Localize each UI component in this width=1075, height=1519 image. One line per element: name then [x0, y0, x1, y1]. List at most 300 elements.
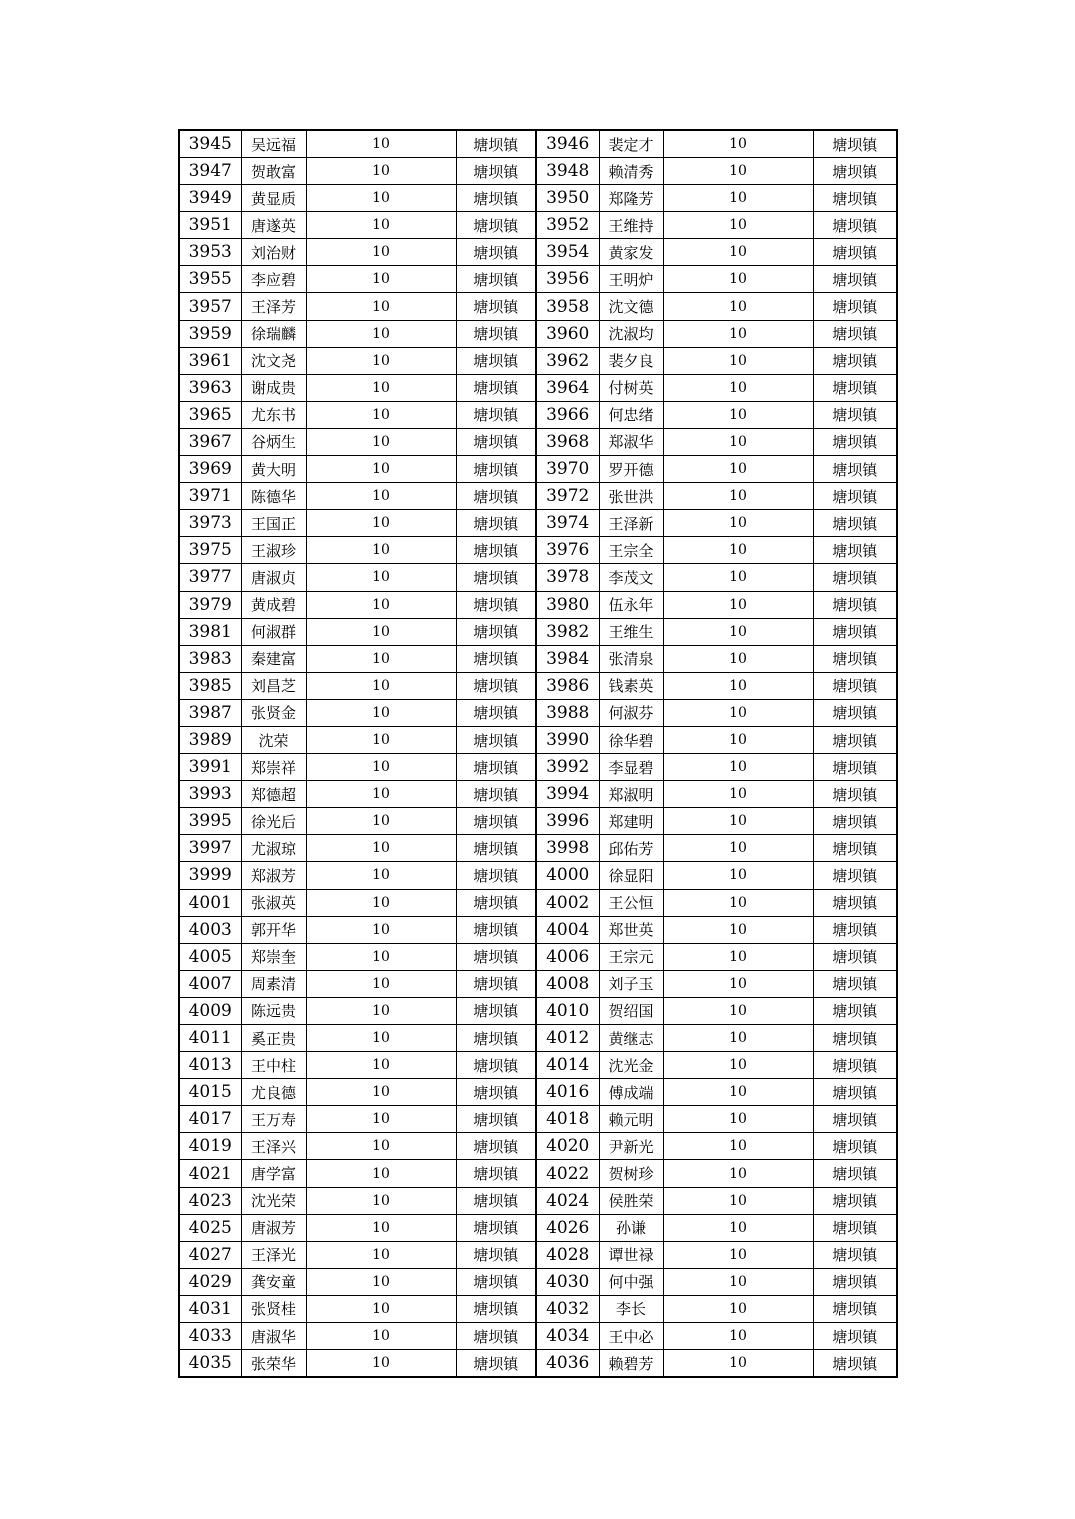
town-cell: 塘坝镇	[813, 1133, 897, 1160]
amount-cell: 10	[306, 1241, 456, 1268]
town-cell: 塘坝镇	[813, 1079, 897, 1106]
record-number-cell: 3951	[179, 212, 241, 239]
amount-cell: 10	[663, 672, 813, 699]
amount-cell: 10	[663, 754, 813, 781]
town-cell: 塘坝镇	[456, 564, 536, 591]
name-cell: 谢成贵	[241, 374, 306, 401]
amount-cell: 10	[306, 239, 456, 266]
record-number-cell: 4027	[179, 1241, 241, 1268]
amount-cell: 10	[306, 1106, 456, 1133]
name-cell: 王泽兴	[241, 1133, 306, 1160]
amount-cell: 10	[306, 130, 456, 158]
record-number-cell: 4003	[179, 916, 241, 943]
town-cell: 塘坝镇	[456, 537, 536, 564]
town-cell: 塘坝镇	[813, 1187, 897, 1214]
name-cell: 钱素英	[599, 672, 663, 699]
table-row	[179, 618, 897, 645]
name-cell: 奚正贵	[241, 1025, 306, 1052]
table-row	[179, 1079, 897, 1106]
name-cell: 张淑英	[241, 889, 306, 916]
town-cell: 塘坝镇	[456, 672, 536, 699]
record-number-cell: 4007	[179, 970, 241, 997]
town-cell: 塘坝镇	[456, 1295, 536, 1322]
table-row	[179, 212, 897, 239]
name-cell: 郑德超	[241, 781, 306, 808]
name-cell: 何淑群	[241, 618, 306, 645]
town-cell: 塘坝镇	[456, 754, 536, 781]
record-number-cell: 3959	[179, 320, 241, 347]
town-cell: 塘坝镇	[813, 862, 897, 889]
amount-cell: 10	[306, 916, 456, 943]
amount-cell: 10	[663, 1106, 813, 1133]
town-cell: 塘坝镇	[813, 1295, 897, 1322]
record-number-cell: 3953	[179, 239, 241, 266]
record-number-cell: 3990	[536, 726, 599, 753]
town-cell: 塘坝镇	[456, 1241, 536, 1268]
amount-cell: 10	[306, 1052, 456, 1079]
table-row	[179, 889, 897, 916]
amount-cell: 10	[663, 483, 813, 510]
record-number-cell: 3983	[179, 645, 241, 672]
record-number-cell: 3967	[179, 428, 241, 455]
town-cell: 塘坝镇	[813, 320, 897, 347]
town-cell: 塘坝镇	[813, 1160, 897, 1187]
record-number-cell: 4015	[179, 1079, 241, 1106]
amount-cell: 10	[663, 699, 813, 726]
record-number-cell: 3991	[179, 754, 241, 781]
town-cell: 塘坝镇	[456, 130, 536, 158]
amount-cell: 10	[663, 1025, 813, 1052]
record-number-cell: 4022	[536, 1160, 599, 1187]
record-number-cell: 3973	[179, 510, 241, 537]
record-number-cell: 3956	[536, 266, 599, 293]
name-cell: 傅成端	[599, 1079, 663, 1106]
town-cell: 塘坝镇	[456, 645, 536, 672]
name-cell: 裴定才	[599, 130, 663, 158]
amount-cell: 10	[306, 564, 456, 591]
name-cell: 张贤金	[241, 699, 306, 726]
name-cell: 徐显阳	[599, 862, 663, 889]
record-number-cell: 3978	[536, 564, 599, 591]
amount-cell: 10	[306, 1350, 456, 1378]
record-number-cell: 3945	[179, 130, 241, 158]
table-row	[179, 320, 897, 347]
town-cell: 塘坝镇	[813, 185, 897, 212]
amount-cell: 10	[306, 1214, 456, 1241]
record-number-cell: 4031	[179, 1295, 241, 1322]
name-cell: 王中必	[599, 1323, 663, 1350]
record-number-cell: 3955	[179, 266, 241, 293]
amount-cell: 10	[663, 347, 813, 374]
name-cell: 郑崇祥	[241, 754, 306, 781]
town-cell: 塘坝镇	[456, 1133, 536, 1160]
town-cell: 塘坝镇	[813, 916, 897, 943]
record-number-cell: 4025	[179, 1214, 241, 1241]
name-cell: 尤东书	[241, 401, 306, 428]
record-number-cell: 3994	[536, 781, 599, 808]
record-number-cell: 4033	[179, 1323, 241, 1350]
record-number-cell: 4013	[179, 1052, 241, 1079]
name-cell: 唐淑华	[241, 1323, 306, 1350]
record-number-cell: 4005	[179, 943, 241, 970]
amount-cell: 10	[306, 1295, 456, 1322]
name-cell: 张世洪	[599, 483, 663, 510]
table-row	[179, 726, 897, 753]
amount-cell: 10	[306, 754, 456, 781]
town-cell: 塘坝镇	[813, 428, 897, 455]
town-cell: 塘坝镇	[456, 808, 536, 835]
name-cell: 徐光后	[241, 808, 306, 835]
name-cell: 赖清秀	[599, 158, 663, 185]
town-cell: 塘坝镇	[456, 401, 536, 428]
record-number-cell: 3998	[536, 835, 599, 862]
table-row	[179, 401, 897, 428]
record-number-cell: 3960	[536, 320, 599, 347]
amount-cell: 10	[306, 645, 456, 672]
name-cell: 王宗元	[599, 943, 663, 970]
record-number-cell: 3957	[179, 293, 241, 320]
name-cell: 伍永年	[599, 591, 663, 618]
name-cell: 郑淑明	[599, 781, 663, 808]
name-cell: 黄家发	[599, 239, 663, 266]
town-cell: 塘坝镇	[456, 374, 536, 401]
amount-cell: 10	[306, 997, 456, 1024]
town-cell: 塘坝镇	[456, 835, 536, 862]
town-cell: 塘坝镇	[456, 212, 536, 239]
record-number-cell: 4016	[536, 1079, 599, 1106]
record-number-cell: 4014	[536, 1052, 599, 1079]
name-cell: 邱佑芳	[599, 835, 663, 862]
town-cell: 塘坝镇	[456, 456, 536, 483]
amount-cell: 10	[663, 835, 813, 862]
name-cell: 郑淑芳	[241, 862, 306, 889]
amount-cell: 10	[306, 699, 456, 726]
name-cell: 王维生	[599, 618, 663, 645]
table-row	[179, 428, 897, 455]
name-cell: 付树英	[599, 374, 663, 401]
amount-cell: 10	[306, 1160, 456, 1187]
town-cell: 塘坝镇	[456, 1187, 536, 1214]
amount-cell: 10	[663, 889, 813, 916]
record-number-cell: 4010	[536, 997, 599, 1024]
amount-cell: 10	[306, 970, 456, 997]
amount-cell: 10	[306, 510, 456, 537]
town-cell: 塘坝镇	[456, 1268, 536, 1295]
town-cell: 塘坝镇	[456, 158, 536, 185]
name-cell: 黄显质	[241, 185, 306, 212]
amount-cell: 10	[306, 428, 456, 455]
record-number-cell: 4012	[536, 1025, 599, 1052]
name-cell: 徐华碧	[599, 726, 663, 753]
town-cell: 塘坝镇	[456, 428, 536, 455]
record-number-cell: 3975	[179, 537, 241, 564]
table-row	[179, 456, 897, 483]
name-cell: 李长	[599, 1295, 663, 1322]
town-cell: 塘坝镇	[813, 1214, 897, 1241]
town-cell: 塘坝镇	[813, 754, 897, 781]
table-row	[179, 1106, 897, 1133]
town-cell: 塘坝镇	[813, 970, 897, 997]
record-number-cell: 3992	[536, 754, 599, 781]
amount-cell: 10	[306, 537, 456, 564]
record-number-cell: 3981	[179, 618, 241, 645]
town-cell: 塘坝镇	[456, 781, 536, 808]
name-cell: 吴远福	[241, 130, 306, 158]
name-cell: 沈荣	[241, 726, 306, 753]
record-number-cell: 4019	[179, 1133, 241, 1160]
name-cell: 赖元明	[599, 1106, 663, 1133]
town-cell: 塘坝镇	[456, 699, 536, 726]
amount-cell: 10	[663, 510, 813, 537]
record-number-cell: 3972	[536, 483, 599, 510]
name-cell: 王国正	[241, 510, 306, 537]
town-cell: 塘坝镇	[456, 1160, 536, 1187]
table-row	[179, 1160, 897, 1187]
name-cell: 秦建富	[241, 645, 306, 672]
record-number-cell: 4021	[179, 1160, 241, 1187]
amount-cell: 10	[663, 401, 813, 428]
record-number-cell: 4004	[536, 916, 599, 943]
town-cell: 塘坝镇	[456, 1025, 536, 1052]
table-row	[179, 1350, 897, 1378]
name-cell: 李茂文	[599, 564, 663, 591]
amount-cell: 10	[306, 943, 456, 970]
record-number-cell: 4017	[179, 1106, 241, 1133]
town-cell: 塘坝镇	[813, 347, 897, 374]
amount-cell: 10	[663, 970, 813, 997]
record-number-cell: 3947	[179, 158, 241, 185]
name-cell: 裴夕良	[599, 347, 663, 374]
town-cell: 塘坝镇	[456, 1350, 536, 1378]
town-cell: 塘坝镇	[456, 916, 536, 943]
name-cell: 刘子玉	[599, 970, 663, 997]
record-number-cell: 3995	[179, 808, 241, 835]
amount-cell: 10	[663, 1133, 813, 1160]
town-cell: 塘坝镇	[813, 374, 897, 401]
record-number-cell: 4035	[179, 1350, 241, 1378]
town-cell: 塘坝镇	[456, 347, 536, 374]
record-number-cell: 4000	[536, 862, 599, 889]
amount-cell: 10	[663, 1079, 813, 1106]
amount-cell: 10	[663, 781, 813, 808]
name-cell: 侯胜荣	[599, 1187, 663, 1214]
record-number-cell: 3952	[536, 212, 599, 239]
town-cell: 塘坝镇	[813, 1350, 897, 1378]
name-cell: 徐瑞麟	[241, 320, 306, 347]
table-row	[179, 564, 897, 591]
record-number-cell: 3985	[179, 672, 241, 699]
name-cell: 王泽光	[241, 1241, 306, 1268]
amount-cell: 10	[306, 1079, 456, 1106]
record-number-cell: 4002	[536, 889, 599, 916]
town-cell: 塘坝镇	[813, 645, 897, 672]
name-cell: 李显碧	[599, 754, 663, 781]
record-number-cell: 3948	[536, 158, 599, 185]
amount-cell: 10	[306, 1323, 456, 1350]
table-row	[179, 645, 897, 672]
table-row	[179, 510, 897, 537]
record-number-cell: 3996	[536, 808, 599, 835]
record-number-cell: 3974	[536, 510, 599, 537]
record-number-cell: 4018	[536, 1106, 599, 1133]
amount-cell: 10	[306, 347, 456, 374]
town-cell: 塘坝镇	[813, 1106, 897, 1133]
roster-table	[178, 129, 898, 1378]
town-cell: 塘坝镇	[456, 618, 536, 645]
town-cell: 塘坝镇	[813, 699, 897, 726]
record-number-cell: 4030	[536, 1268, 599, 1295]
record-number-cell: 3962	[536, 347, 599, 374]
name-cell: 黄大明	[241, 456, 306, 483]
amount-cell: 10	[306, 266, 456, 293]
amount-cell: 10	[663, 1323, 813, 1350]
town-cell: 塘坝镇	[813, 1268, 897, 1295]
table-row	[179, 1295, 897, 1322]
name-cell: 谷炳生	[241, 428, 306, 455]
record-number-cell: 3993	[179, 781, 241, 808]
record-number-cell: 3950	[536, 185, 599, 212]
name-cell: 贺绍国	[599, 997, 663, 1024]
table-row	[179, 374, 897, 401]
town-cell: 塘坝镇	[456, 726, 536, 753]
name-cell: 郑崇奎	[241, 943, 306, 970]
amount-cell: 10	[663, 1052, 813, 1079]
name-cell: 唐遂英	[241, 212, 306, 239]
record-number-cell: 3963	[179, 374, 241, 401]
table-row	[179, 916, 897, 943]
name-cell: 张荣华	[241, 1350, 306, 1378]
record-number-cell: 3986	[536, 672, 599, 699]
record-number-cell: 3965	[179, 401, 241, 428]
name-cell: 张清泉	[599, 645, 663, 672]
table-row	[179, 1241, 897, 1268]
table-row	[179, 293, 897, 320]
town-cell: 塘坝镇	[813, 401, 897, 428]
amount-cell: 10	[306, 374, 456, 401]
table-row	[179, 672, 897, 699]
town-cell: 塘坝镇	[456, 1079, 536, 1106]
amount-cell: 10	[663, 862, 813, 889]
amount-cell: 10	[306, 618, 456, 645]
amount-cell: 10	[663, 1350, 813, 1378]
record-number-cell: 3982	[536, 618, 599, 645]
amount-cell: 10	[663, 808, 813, 835]
town-cell: 塘坝镇	[456, 266, 536, 293]
town-cell: 塘坝镇	[813, 158, 897, 185]
town-cell: 塘坝镇	[456, 862, 536, 889]
table-row	[179, 1268, 897, 1295]
town-cell: 塘坝镇	[813, 1241, 897, 1268]
amount-cell: 10	[306, 781, 456, 808]
amount-cell: 10	[663, 916, 813, 943]
amount-cell: 10	[663, 428, 813, 455]
table-row	[179, 970, 897, 997]
table-body	[179, 130, 897, 1377]
amount-cell: 10	[663, 1187, 813, 1214]
town-cell: 塘坝镇	[813, 293, 897, 320]
amount-cell: 10	[663, 185, 813, 212]
amount-cell: 10	[306, 1025, 456, 1052]
town-cell: 塘坝镇	[813, 510, 897, 537]
record-number-cell: 3969	[179, 456, 241, 483]
town-cell: 塘坝镇	[813, 889, 897, 916]
name-cell: 陈德华	[241, 483, 306, 510]
table-row	[179, 1214, 897, 1241]
name-cell: 郭开华	[241, 916, 306, 943]
record-number-cell: 4036	[536, 1350, 599, 1378]
record-number-cell: 4006	[536, 943, 599, 970]
record-number-cell: 4029	[179, 1268, 241, 1295]
record-number-cell: 3977	[179, 564, 241, 591]
record-number-cell: 3954	[536, 239, 599, 266]
amount-cell: 10	[306, 1133, 456, 1160]
amount-cell: 10	[306, 808, 456, 835]
record-number-cell: 3989	[179, 726, 241, 753]
town-cell: 塘坝镇	[813, 130, 897, 158]
amount-cell: 10	[306, 293, 456, 320]
name-cell: 罗开德	[599, 456, 663, 483]
record-number-cell: 3946	[536, 130, 599, 158]
amount-cell: 10	[663, 266, 813, 293]
town-cell: 塘坝镇	[813, 618, 897, 645]
amount-cell: 10	[663, 293, 813, 320]
name-cell: 周素清	[241, 970, 306, 997]
town-cell: 塘坝镇	[456, 889, 536, 916]
town-cell: 塘坝镇	[456, 320, 536, 347]
name-cell: 赖碧芳	[599, 1350, 663, 1378]
table-row	[179, 808, 897, 835]
table-row	[179, 943, 897, 970]
table-row	[179, 754, 897, 781]
name-cell: 王泽新	[599, 510, 663, 537]
name-cell: 郑世英	[599, 916, 663, 943]
record-number-cell: 3968	[536, 428, 599, 455]
table-row	[179, 1187, 897, 1214]
town-cell: 塘坝镇	[813, 1052, 897, 1079]
record-number-cell: 4034	[536, 1323, 599, 1350]
name-cell: 王泽芳	[241, 293, 306, 320]
table-row	[179, 158, 897, 185]
amount-cell: 10	[306, 483, 456, 510]
name-cell: 尤淑琼	[241, 835, 306, 862]
name-cell: 黄继志	[599, 1025, 663, 1052]
name-cell: 沈文德	[599, 293, 663, 320]
name-cell: 陈远贵	[241, 997, 306, 1024]
record-number-cell: 4028	[536, 1241, 599, 1268]
name-cell: 王维持	[599, 212, 663, 239]
name-cell: 郑建明	[599, 808, 663, 835]
table-row	[179, 239, 897, 266]
name-cell: 唐淑芳	[241, 1214, 306, 1241]
amount-cell: 10	[306, 158, 456, 185]
amount-cell: 10	[306, 320, 456, 347]
amount-cell: 10	[306, 835, 456, 862]
table-row	[179, 591, 897, 618]
record-number-cell: 3979	[179, 591, 241, 618]
record-number-cell: 3964	[536, 374, 599, 401]
town-cell: 塘坝镇	[456, 943, 536, 970]
town-cell: 塘坝镇	[456, 591, 536, 618]
amount-cell: 10	[663, 591, 813, 618]
amount-cell: 10	[663, 645, 813, 672]
record-number-cell: 4009	[179, 997, 241, 1024]
amount-cell: 10	[663, 158, 813, 185]
table-row	[179, 781, 897, 808]
record-number-cell: 3984	[536, 645, 599, 672]
town-cell: 塘坝镇	[813, 835, 897, 862]
table-row	[179, 835, 897, 862]
amount-cell: 10	[663, 1295, 813, 1322]
